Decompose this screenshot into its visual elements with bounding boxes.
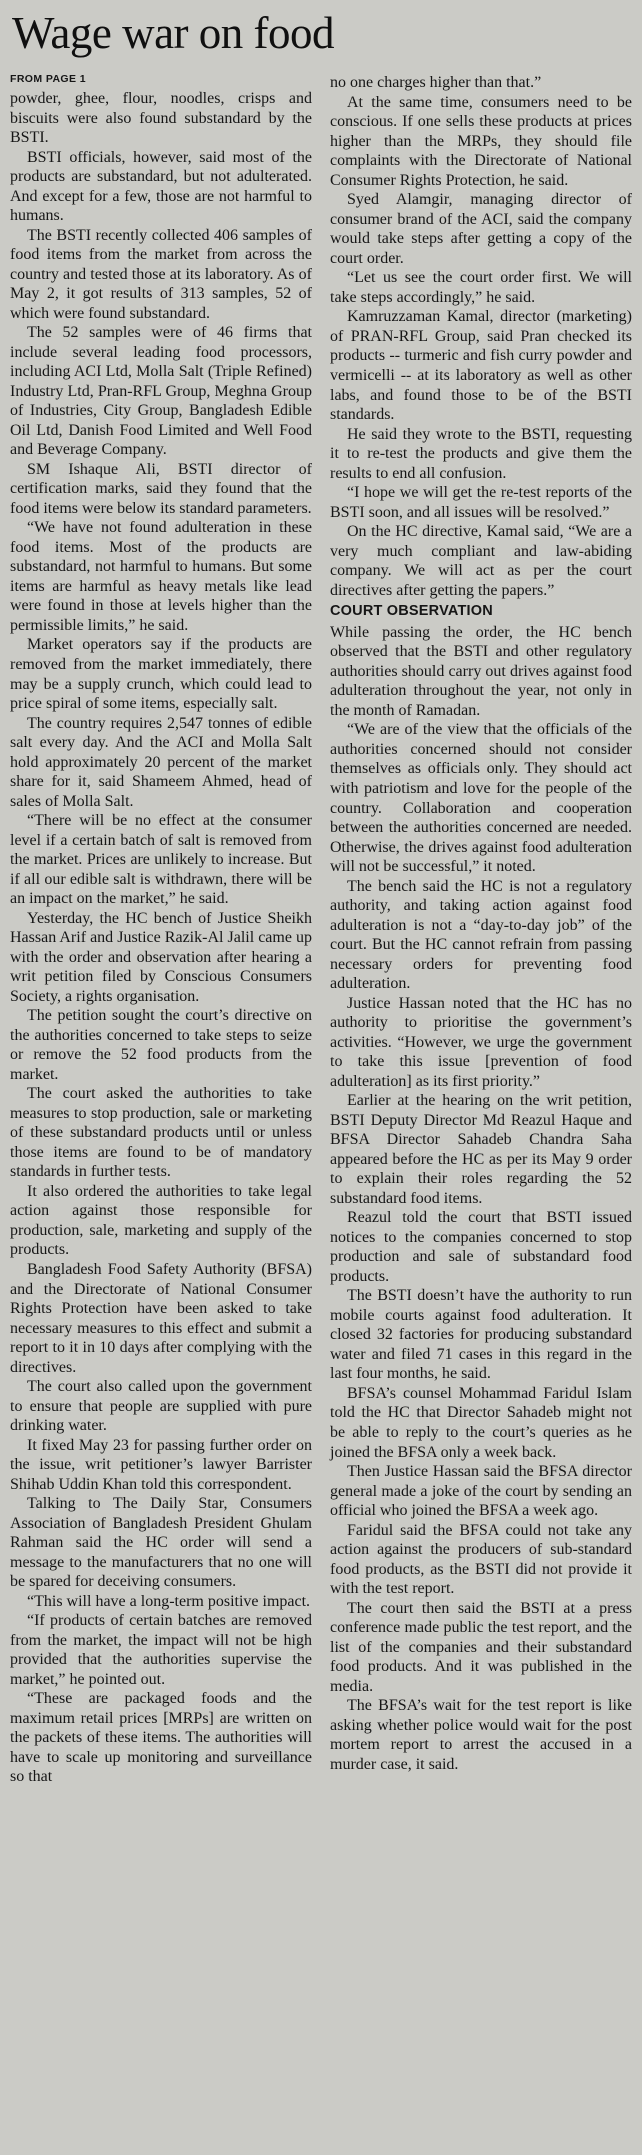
article-paragraph: While passing the order, the HC bench observed that the BSTI and other regulatory authorities should carry out drives against food adulteration throughout the year, not only in the month of Ramadan. xyxy=(330,623,632,719)
article-paragraph: The bench said the HC is not a regulatory authority, and taking action against food adulteration is not a “day-to-day job” of the court. But the HC cannot refrain from passing necessary orders for preventing food adulteration. xyxy=(330,877,632,993)
article-paragraph: The court then said the BSTI at a press conference made public the test report, and the list of the companies and their substandard food products. And it was published in the media. xyxy=(330,1599,632,1695)
article-paragraph: “Let us see the court order first. We will take steps accordingly,” he said. xyxy=(330,269,632,306)
article-paragraph: SM Ishaque Ali, BSTI director of certification marks, said they found that the food items were below its standard parameters. xyxy=(10,460,312,517)
from-page-label: FROM PAGE 1 xyxy=(10,73,86,86)
article-paragraph: The court also called upon the government to ensure that people are supplied with pure drinking water. xyxy=(10,1378,312,1435)
article-paragraph: “These are packaged foods and the maximum retail prices [MRPs] are written on the packets of these items. The authorities will have to scale up monitoring and surveillance so that xyxy=(10,1690,312,1786)
article-paragraph: BSTI officials, however, said most of the products are substandard, but not adulterated. And except for a few, those are not harmful to humans. xyxy=(10,148,312,225)
article-paragraph: On the HC directive, Kamal said, “We are a very much compliant and law-abiding company. We will act as per the court directives after getting the papers.” xyxy=(330,523,632,599)
article-paragraph: “We are of the view that the officials of the authorities concerned should not consider themselves as officials only. They should act with patriotism and love for the people of the country. Collaboration and cooperation between the authorities concerned are needed. Otherwise, the drives against food adulteration will not be successful,” it noted. xyxy=(330,721,632,876)
article-columns xyxy=(10,73,632,1787)
article-paragraph: Justice Hassan noted that the HC has no authority to prioritise the government’s activities. “However, we urge the government to take this issue [prevention of food adulteration] as its first priority.” xyxy=(330,994,632,1090)
article-paragraph: Talking to The Daily Star, Consumers Association of Bangladesh President Ghulam Rahman said the HC order will send a message to the manufacturers that no one will be spared for deceiving consumers. xyxy=(10,1495,312,1591)
article-paragraph: The BSTI recently collected 406 samples of food items from the market from across the country and tested those at its laboratory. As of May 2, it got results of 313 samples, 52 of which were found substandard. xyxy=(10,226,312,322)
article-paragraph: Syed Alamgir, managing director of consumer brand of the ACI, said the company would take steps after getting a copy of the court order. xyxy=(330,191,632,267)
article-paragraph: It also ordered the authorities to take legal action against those responsible for production, sale, marketing and supply of the products. xyxy=(10,1182,312,1259)
article-headline: Wage war on food xyxy=(12,8,335,58)
article-paragraph: “There will be no effect at the consumer level if a certain batch of salt is removed from the market. Prices are unlikely to increase. But if all our edible salt is withdrawn, there will be an impact on the market,” he said. xyxy=(10,812,312,908)
article-paragraph: Kamruzzaman Kamal, director (marketing) of PRAN-RFL Group, said Pran checked its products -- turmeric and fish curry powder and vermicelli -- at its laboratory as well as other labs, and found those to be of the BSTI standards. xyxy=(330,308,632,424)
right-column xyxy=(330,73,632,1774)
article-paragraph: The BFSA’s wait for the test report is like asking whether police would wait for the post mortem report to arrest the accused in a murder case, it said. xyxy=(330,1697,632,1773)
article-paragraph: Reazul told the court that BSTI issued notices to the companies concerned to stop production and sale of substandard food products. xyxy=(330,1209,632,1285)
article-paragraph: “This will have a long-term positive impact. xyxy=(27,1592,311,1610)
article-paragraph: The country requires 2,547 tonnes of edible salt every day. And the ACI and Molla Salt hold approximately 20 percent of the market share for it, said Shameem Ahmed, head of sales of Molla Salt. xyxy=(10,714,312,810)
article-paragraph: no one charges higher than that.” xyxy=(330,74,542,92)
article-paragraph: The 52 samples were of 46 firms that include several leading food processors, including ACI Ltd, Molla Salt (Triple Refined) Industry Ltd, Pran-RFL Group, Meghna Group of Industries, City Group, Bangladesh Edible Oil Ltd, Danish Food Limited and Well Food and Beverage Company. xyxy=(10,324,312,459)
article-paragraph: Then Justice Hassan said the BFSA director general made a joke of the court by sending an official who joined the BFSA a week ago. xyxy=(330,1463,632,1520)
article-paragraph: “We have not found adulteration in these food items. Most of the products are substandard, not harmful to humans. But some items are harmful as heavy metals like lead were found in those at levels higher than the permissible limits,” he said. xyxy=(10,519,312,634)
section-subhead: COURT OBSERVATION xyxy=(330,603,493,620)
article-paragraph: “I hope we will get the re-test reports of the BSTI soon, and all issues will be resolved.” xyxy=(330,484,632,521)
article-paragraph: He said they wrote to the BSTI, requesting it to re-test the products and give them the results to end all confusion. xyxy=(330,425,632,482)
article-paragraph: The petition sought the court’s directive on the authorities concerned to take steps to seize or remove the 52 food products from the market. xyxy=(10,1007,312,1083)
article-paragraph: The court asked the authorities to take measures to stop production, sale or marketing of these substandard products until or unless those items are found to be of mandatory standards in further tests. xyxy=(10,1085,312,1181)
article-paragraph: powder, ghee, flour, noodles, crisps and biscuits were also found substandard by the BSTI. xyxy=(10,90,312,147)
article-paragraph: Yesterday, the HC bench of Justice Sheikh Hassan Arif and Justice Razik-Al Jalil came up with the order and observation after hearing a writ petition filed by Conscious Consumers Society, a rights organisation. xyxy=(10,909,312,1005)
article-paragraph: At the same time, consumers need to be conscious. If one sells these products at prices higher than the MRPs, they should file complaints with the Directorate of National Consumer Rights Protection, he said. xyxy=(330,93,632,189)
article-paragraph: Earlier at the hearing on the writ petition, BSTI Deputy Director Md Reazul Haque and BFSA Director Sahadeb Chandra Saha appeared before the HC as per its May 9 order to explain their roles regarding the 52 substandard food items. xyxy=(330,1092,632,1207)
article-paragraph: Market operators say if the products are removed from the market immediately, there may be a supply crunch, which could lead to price spiral of some items, especially salt. xyxy=(10,636,312,713)
article-paragraph: Faridul said the BFSA could not take any action against the producers of sub-standard food products, as the BSTI did not provide it with the test report. xyxy=(330,1521,632,1598)
article-paragraph: “If products of certain batches are removed from the market, the impact will not be high provided that the authorities supervise the market,” he pointed out. xyxy=(10,1612,312,1688)
article-paragraph: Bangladesh Food Safety Authority (BFSA) and the Directorate of National Consumer Rights Protection have been asked to take necessary measures to this effect and submit a report to it in 10 days after complying with the directives. xyxy=(10,1260,312,1376)
article-paragraph: It fixed May 23 for passing further order on the issue, writ petitioner’s lawyer Barrister Shihab Uddin Khan told this correspondent. xyxy=(10,1436,312,1493)
left-column xyxy=(10,73,312,1787)
article-paragraph: BFSA’s counsel Mohammad Faridul Islam told the HC that Director Sahadeb might not be able to reply to the court’s queries as he joined the BFSA only a week back. xyxy=(330,1384,632,1461)
article-paragraph: The BSTI doesn’t have the authority to run mobile courts against food adulteration. It closed 32 factories for producing substandard water and filed 71 cases in this regard in the last four months, he said. xyxy=(330,1287,632,1383)
